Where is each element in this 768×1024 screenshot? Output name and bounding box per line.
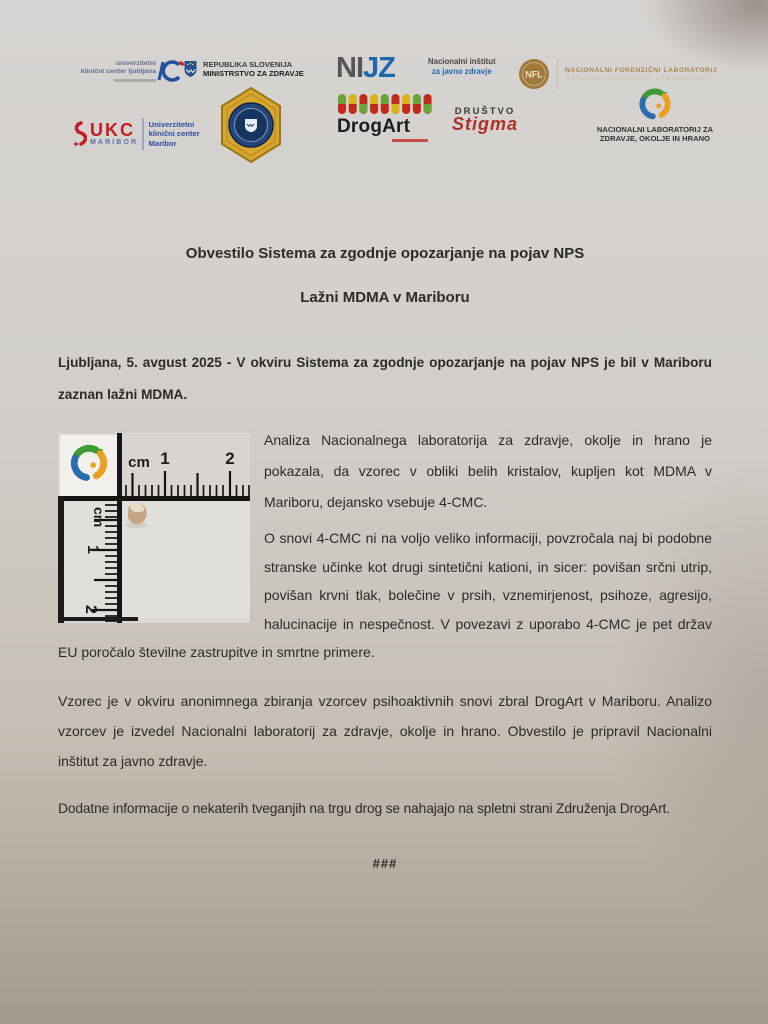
ukc-ljubljana-subtext-bar (114, 79, 156, 82)
ruler-v-unit: cm (91, 506, 107, 527)
nfl-seal-icon (518, 58, 550, 90)
logo-ukc-ljubljana (60, 58, 186, 84)
police-badge-icon (218, 86, 284, 164)
ukc-maribor-inst-line1: Univerzitetni (148, 119, 195, 129)
nfl-line2: NATIONAL FORENSIC LABORATORY (565, 75, 712, 82)
logo-nijz (336, 52, 395, 85)
sample-collection-paragraph: Vzorec je v okviru anonimnega zbiranja vzorcev psihoaktivnih snovi zbral DrogArt v Mariboru. Analizo vzorcev je izvedel Nacionalni laboratorij za zdravje, okolje in hrano. Obvestilo je pripravil Nacionalni inštitut za javno zdravje. (58, 692, 712, 769)
notice-body (0, 245, 768, 871)
nlzoh-circle-icon (637, 86, 673, 122)
nijz-institute-name (428, 57, 496, 76)
logo-ukc-maribor (72, 118, 200, 150)
stigma-line1: DRUŠTVO (454, 106, 516, 117)
more-info-paragraph: Dodatne informacije o nekaterih tveganjih na trgu drog se nahajajo na spletni strani Združenja DrogArt. (58, 800, 670, 816)
slovenia-coat-of-arms-icon (183, 60, 198, 78)
drogart-pills-icon (337, 94, 435, 115)
nijz-inst-line2: za javno zdravje (431, 66, 492, 76)
ruler-h-unit: cm (128, 453, 150, 471)
ukc-maribor-inst-line3: Maribor (148, 138, 177, 148)
nfl-divider (557, 59, 558, 89)
analysis-paragraph: Analiza Nacionalnega laboratorija za zdravje, okolje in hrano je pokazala, da vzorec v obliki belih kristalov, kupljen kot MDMA v Mariboru, dejansko vsebuje 4-CMC. (264, 432, 712, 510)
ukc-ljubljana-name-line2: klinični center ljubljana (80, 68, 156, 75)
intro-paragraph: Ljubljana, 5. avgust 2025 - V okviru Sistema za zgodnje opozarjanje na pojav NPS je bil v Mariboru zaznan lažni MDMA. (58, 355, 712, 402)
ukc-maribor-mark-icon (72, 121, 87, 147)
drogart-subtext-bar (392, 139, 428, 142)
ukc-maribor-abbr: UKC (90, 120, 135, 140)
nfl-abbr: NFL (525, 69, 543, 80)
ministry-line2: MINISTRSTVO ZA ZDRAVJE (203, 69, 304, 78)
stigma-line2: Stigma (452, 114, 519, 134)
substance-info-paragraph: O snovi 4-CMC ni na voljo veliko informaciji, povzročala naj bi podobne stranske učinke kot drugi sintetični kationi, in sicer: povišan srčni utrip, povišan krvni tlak, bolečine v prsih, vznemirjenost, psihoze, agresijo, halucinacije in nespečnost. V povezavi z uporabo 4-CMC je pet držav EU poročalo številne zastrupitve in smrtne primere. (58, 530, 712, 660)
nijz-abbr-gray: NI (336, 52, 363, 84)
nlzoh-line1: NACIONALNI LABORATORIJ ZA (596, 125, 714, 134)
ruler-v-mark-1: 1 (84, 544, 101, 554)
ruler-h-mark-2: 2 (225, 448, 235, 468)
logo-ministry-health (183, 60, 304, 78)
logo-drogart (337, 116, 428, 142)
kc-monogram-icon (156, 58, 186, 84)
ukc-maribor-city: MARIBOR (90, 139, 139, 146)
ruler-v-mark-2: 2 (82, 604, 99, 614)
logo-nlzoh (572, 86, 738, 143)
nlzoh-line2: ZDRAVJE, OKOLJE IN HRANO (600, 134, 710, 143)
notice-subtitle: Lažni MDMA v Mariboru (300, 289, 470, 306)
ministry-line1: REPUBLIKA SLOVENIJA (203, 60, 293, 69)
sample-crystal-photo (58, 433, 250, 623)
logo-drustvo-stigma (452, 106, 518, 135)
notice-title: Obvestilo Sistema za zgodnje opozarjanje na pojav NPS (185, 245, 585, 262)
ukc-maribor-inst-line2: klinični center (148, 129, 200, 139)
drogart-label: DrogArt (337, 116, 411, 137)
nijz-inst-line1: Nacionalni inštitut (428, 57, 496, 66)
end-mark: ### (372, 855, 398, 871)
ukc-ljubljana-name-line1: univerzitetni (115, 60, 156, 67)
ukc-maribor-divider (142, 118, 144, 150)
nfl-line1: NACIONALNI FORENZIČNI LABORATORIJ (565, 66, 718, 74)
logo-header (0, 0, 768, 175)
ruler-h-mark-1: 1 (160, 448, 170, 468)
nijz-abbr-blue: JZ (363, 52, 395, 84)
